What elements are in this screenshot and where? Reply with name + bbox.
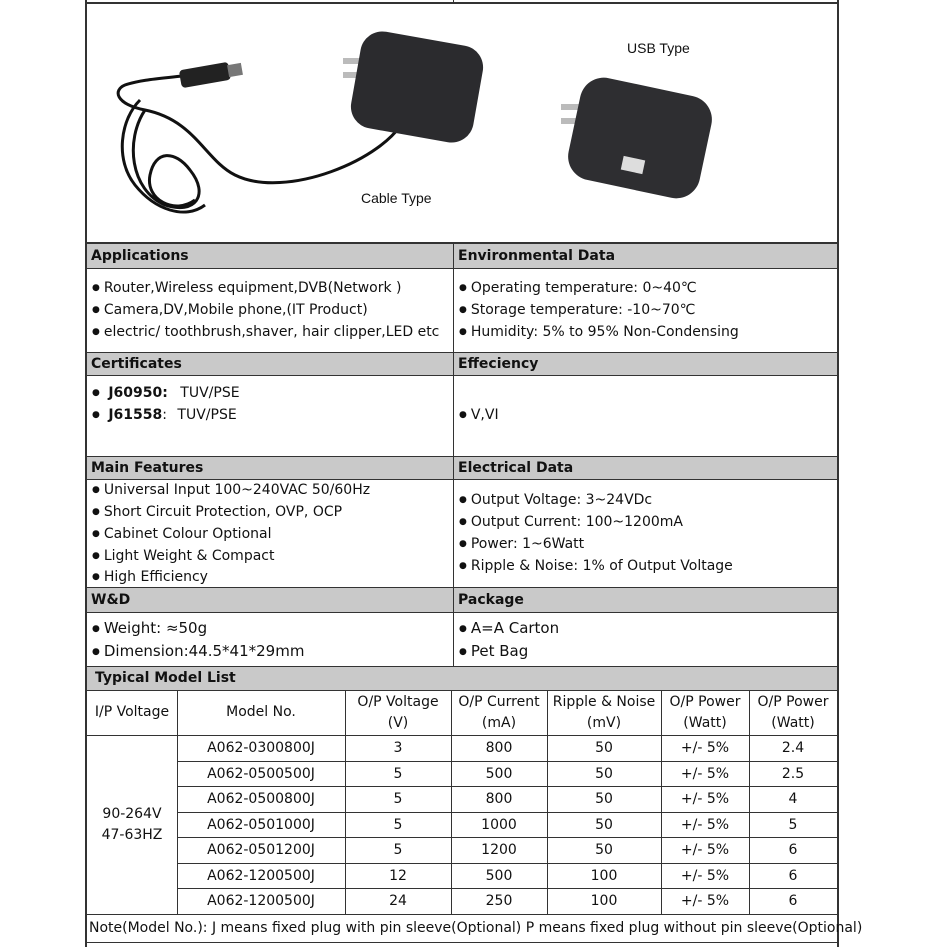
applications-header: Applications	[87, 244, 453, 268]
model-number-cell: A062-0500500J	[207, 766, 315, 782]
table-cell: 12	[389, 868, 407, 884]
certificate-item	[92, 385, 240, 401]
model-list-header: Typical Model List	[87, 667, 837, 690]
model-number-cell: A062-0300800J	[207, 740, 315, 756]
table-cell: +/- 5%	[680, 893, 730, 909]
usb-adapter-image	[561, 73, 716, 203]
table-cell: 50	[595, 817, 613, 833]
table-cell: 500	[485, 766, 513, 782]
certificate-code: J60950:	[108, 385, 168, 401]
col-header-ripple: Ripple & Noise (mV)	[552, 694, 656, 731]
model-number-cell: A062-0500800J	[207, 791, 315, 807]
wd-header: W&D	[87, 588, 453, 612]
certificate-value: TUV/PSE	[180, 385, 240, 401]
table-cell: 250	[485, 893, 513, 909]
table-cell: 800	[485, 740, 513, 756]
application-item: ● electric/ toothbrush,shaver, hair clipper,LED etc	[92, 324, 439, 340]
col-header-op-voltage: O/P Voltage (V)	[345, 692, 451, 734]
table-cell: 100	[590, 868, 618, 884]
model-number-cell: A062-1200500J	[207, 868, 315, 884]
model-number-cell: A062-0501000J	[207, 817, 315, 833]
environmental-item: ● Humidity: 5% to 95% Non-Condensing	[459, 324, 739, 340]
certificate-code: J61558	[108, 407, 163, 423]
table-cell: +/- 5%	[680, 791, 730, 807]
package-header: Package	[454, 588, 837, 612]
application-item: ● Router,Wireless equipment,DVB(Network )	[92, 280, 402, 296]
certificates-header: Certificates	[87, 353, 453, 375]
electrical-item: ● Output Current: 100~1200mA	[459, 514, 683, 530]
feature-item: ● Short Circuit Protection, OVP, OCP	[92, 504, 342, 520]
col-header-op-power-1: O/P Power (Watt)	[669, 694, 741, 731]
environmental-item: ● Operating temperature: 0~40℃	[459, 280, 697, 296]
feature-item: ● Light Weight & Compact	[92, 548, 274, 564]
table-cell: 2.5	[781, 766, 805, 782]
certificate-value: TUV/PSE	[177, 407, 237, 423]
table-cell: 50	[595, 740, 613, 756]
table-cell: 50	[595, 791, 613, 807]
table-cell: 1000	[481, 817, 517, 833]
cable-type-caption: Cable Type	[361, 190, 432, 206]
environmental-item: ● Storage temperature: -10~70℃	[459, 302, 695, 318]
table-cell: 5	[393, 842, 403, 858]
features-header: Main Features	[87, 457, 453, 479]
col-header-op-voltage-line1: O/P Voltage	[357, 694, 439, 710]
table-cell: 4	[788, 791, 798, 807]
table-cell: +/- 5%	[680, 817, 730, 833]
table-cell: 6	[788, 842, 798, 858]
usb-type-caption: USB Type	[627, 40, 690, 56]
col-header-op-current: O/P Current (mA)	[458, 694, 540, 731]
efficiency-header: Effeciency	[454, 353, 837, 375]
environmental-header: Environmental Data	[454, 244, 837, 268]
table-cell: 50	[595, 842, 613, 858]
spec-sheet	[85, 0, 863, 947]
feature-item: ● High Efficiency	[92, 569, 208, 585]
package-item: ● Pet Bag	[459, 642, 528, 660]
electrical-item: ● Power: 1~6Watt	[459, 536, 584, 552]
certificate-item: ● J61558: TUV/PSE	[92, 407, 237, 423]
wd-item: ● Dimension:44.5*41*29mm	[92, 642, 304, 660]
package-item: ● A=A Carton	[459, 619, 559, 637]
adapter-photos	[85, 0, 839, 243]
table-cell: 5	[393, 791, 403, 807]
table-cell: 100	[590, 893, 618, 909]
table-cell: 2.4	[781, 740, 805, 756]
ip-voltage-cell: 90-264V 47-63HZ	[101, 806, 163, 843]
table-cell: 1200	[481, 842, 517, 858]
table-cell: +/- 5%	[680, 842, 730, 858]
table-cell: 24	[389, 893, 407, 909]
table-cell: +/- 5%	[680, 766, 730, 782]
electrical-header: Electrical Data	[454, 457, 837, 479]
table-cell: 5	[788, 817, 798, 833]
table-cell: +/- 5%	[680, 740, 730, 756]
model-number-cell: A062-1200500J	[207, 893, 315, 909]
table-cell: 50	[595, 766, 613, 782]
efficiency-item: ● V,VI	[459, 407, 499, 423]
table-cell: 5	[393, 766, 403, 782]
model-note: Note(Model No.): J means fixed plug with pin sleeve(Optional) P means fixed plug without pin sleeve(Optional)	[89, 920, 863, 936]
table-cell: 3	[393, 740, 403, 756]
electrical-item: ● Output Voltage: 3~24VDc	[459, 492, 652, 508]
application-item: ● Camera,DV,Mobile phone,(IT Product)	[92, 302, 368, 318]
wd-item: ● Weight: ≈50g	[92, 619, 207, 637]
table-cell: +/- 5%	[680, 868, 730, 884]
table-cell: 5	[393, 817, 403, 833]
electrical-item: ● Ripple & Noise: 1% of Output Voltage	[459, 558, 733, 574]
col-header-ip-voltage: I/P Voltage	[94, 704, 170, 720]
table-cell: 6	[788, 868, 798, 884]
table-cell: 500	[485, 868, 513, 884]
cable-adapter-image	[118, 28, 486, 212]
col-header-model-no: Model No.	[226, 704, 296, 720]
col-header-op-power-2: O/P Power (Watt)	[757, 694, 829, 731]
model-number-cell: A062-0501200J	[207, 842, 315, 858]
feature-item: ● Universal Input 100~240VAC 50/60Hz	[92, 482, 370, 498]
table-cell: 800	[485, 791, 513, 807]
feature-item: ● Cabinet Colour Optional	[92, 526, 271, 542]
table-cell: 6	[788, 893, 798, 909]
